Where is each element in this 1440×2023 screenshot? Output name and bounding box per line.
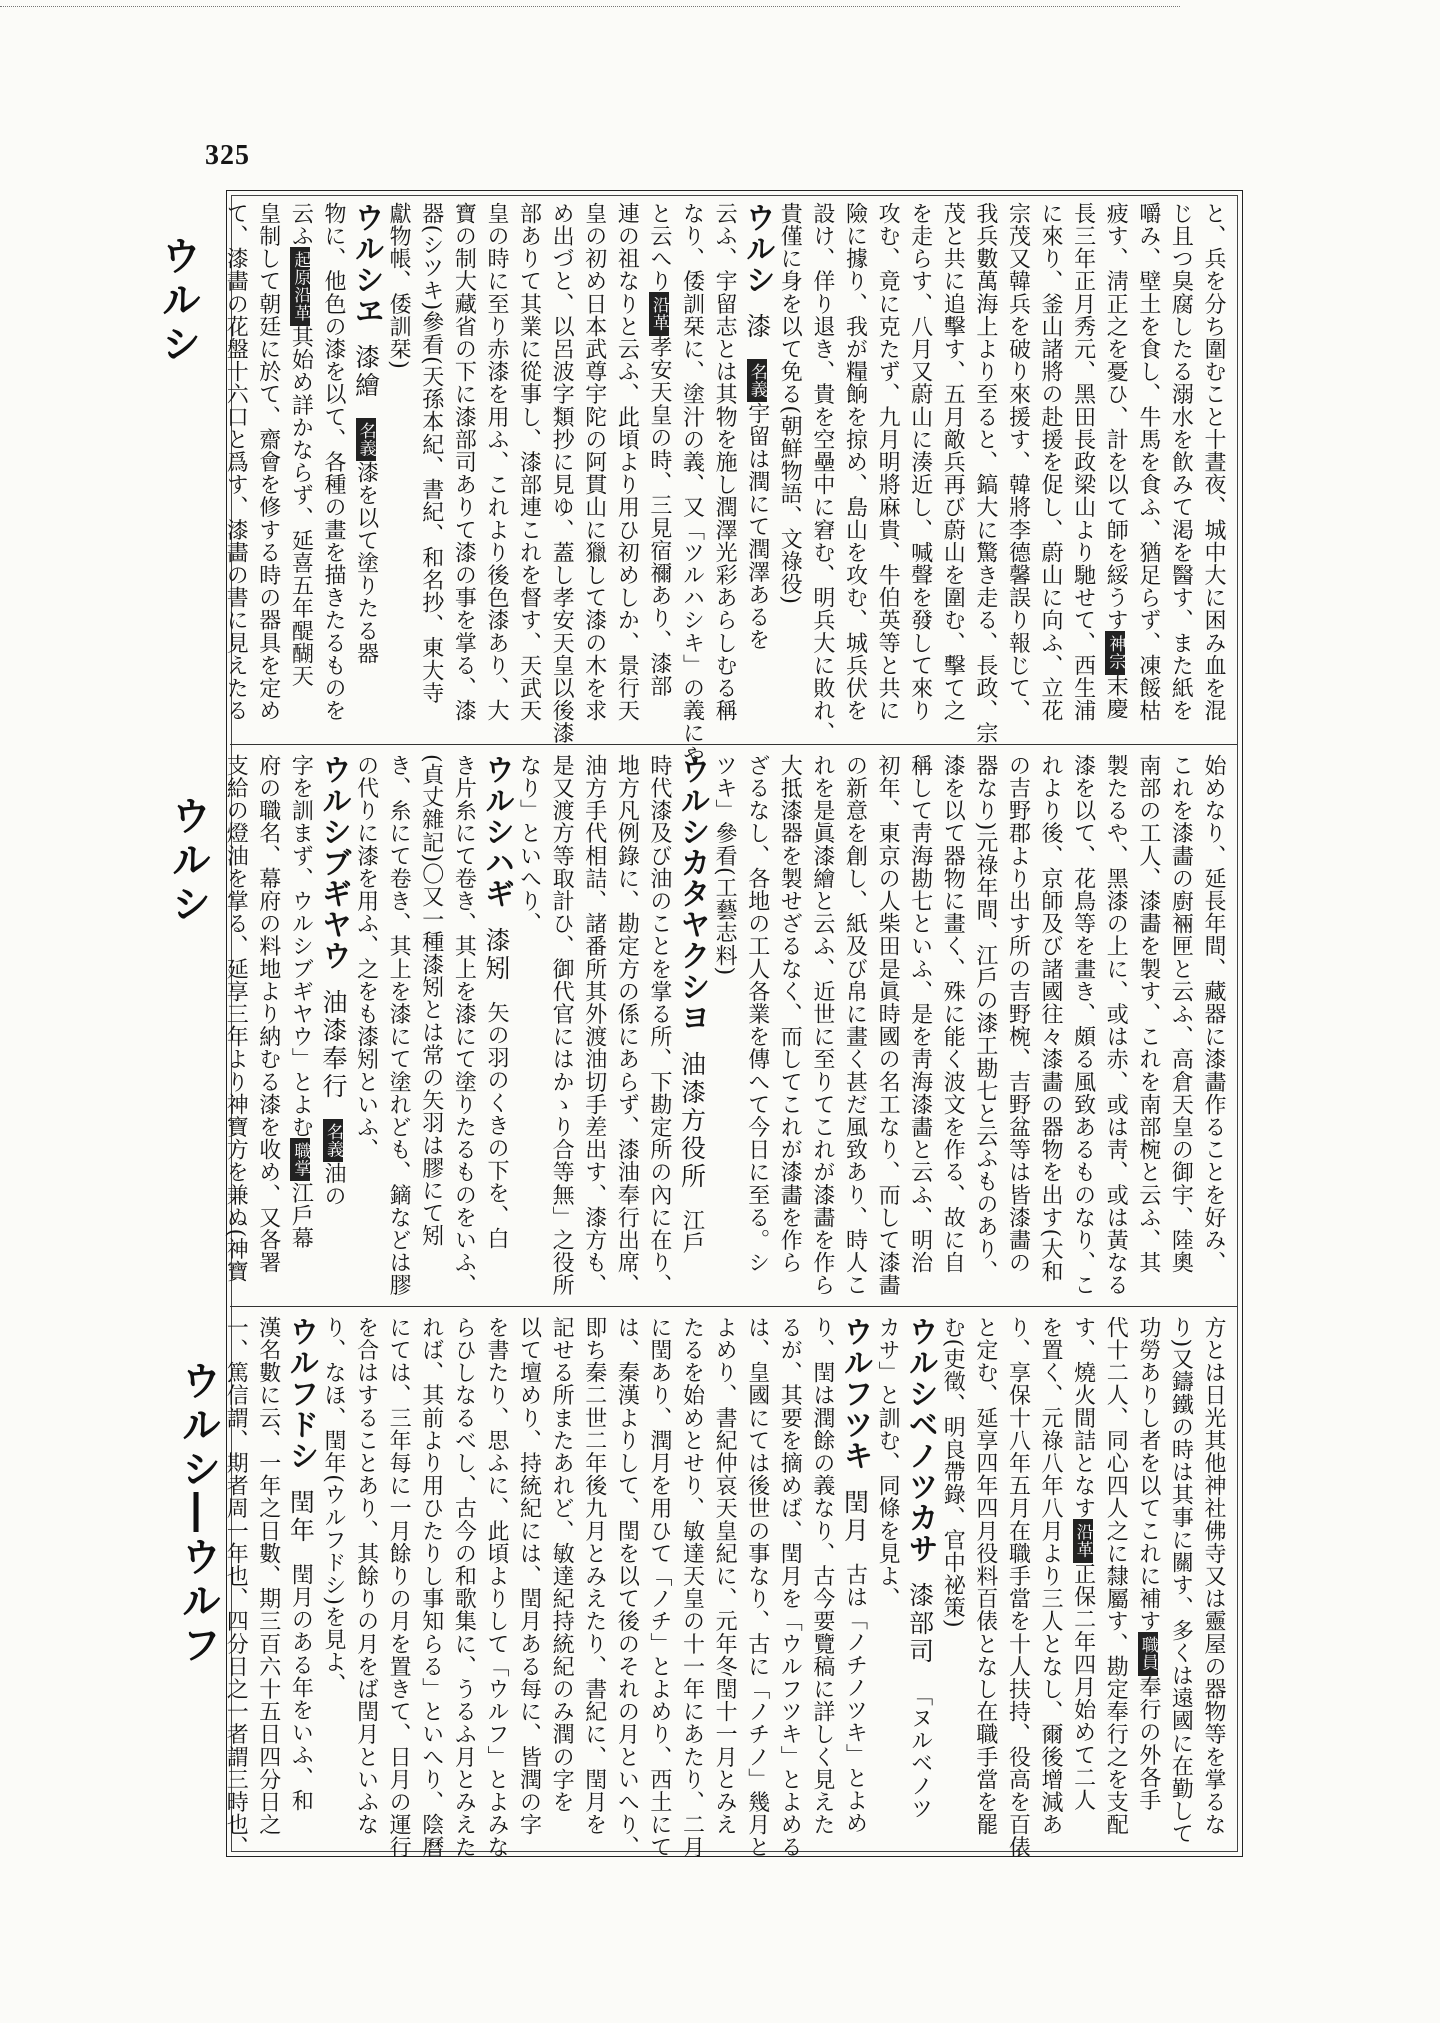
text-run: (貞丈雜記)〇又一種漆矧とは常の矢羽は膠にて矧 [418, 754, 444, 1247]
text-run: を合はすることあり、其餘りの月をば閏月といふな [353, 1316, 379, 1836]
text-run: り、閏は潤餘の義なり、古今要覽稿に詳しく見えた [809, 1316, 835, 1836]
text-run: 末慶 [1103, 674, 1129, 720]
text-column [1099, 196, 1132, 741]
text-run: 漆を以て、花鳥等を畫き、頗る風致あるものなり、こ [1070, 754, 1096, 1297]
text-column [968, 748, 1001, 1303]
text-column [610, 196, 643, 741]
text-run: む(吏徵、明良帶錄、官中祕策) [940, 1316, 966, 1629]
text-run: 江戶幕 [288, 1181, 314, 1250]
text-run: を書たり、思ふに、此頃よりして「ウルフ」とよみな [483, 1316, 509, 1859]
text-run: 「ヌルベノツ [907, 1684, 933, 1820]
text-run: るが、其要を摘めば、閏月を「ウルフツキ」とよめる [777, 1316, 803, 1859]
column-container [223, 196, 1237, 767]
text-run: 矢の羽のくきの下を、白 [483, 1001, 509, 1250]
text-column [545, 1310, 578, 1850]
text-run: 奉行の外各手 [1135, 1675, 1161, 1812]
text-run: 功勞ありし者を以てこれに補す [1135, 1316, 1161, 1633]
text-run: の吉野郡より出す所の吉野椀、吉野盆等は皆漆畵の [1005, 754, 1031, 1274]
text-column [284, 196, 317, 741]
text-column [773, 196, 806, 741]
headword-kanji: 油漆奉行 [318, 989, 348, 1101]
text-column [740, 748, 773, 1303]
text-column [1033, 196, 1066, 741]
text-run: は、皇國にては後世の事なり、古に「ノチノ」幾月と [744, 1316, 770, 1859]
text-column [642, 748, 675, 1303]
text-run: 以て壇めり、持統紀には、閏月ある每に、皆潤の字 [516, 1316, 542, 1836]
headword: ウルフドシ [283, 1316, 319, 1471]
text-column [675, 196, 708, 767]
text-column [1131, 748, 1164, 1303]
text-run: 連の祖なりと云ふ、此頃より用ひ初めしか、景行天 [614, 202, 640, 722]
headword-kanji: 漆矧 [481, 927, 511, 983]
text-run: を置く、元祿八年八月より三人となし、爾後增減あ [1038, 1316, 1064, 1836]
text-run: に來り、釜山諸將の赴援を促し、蔚山に向ふ、立花 [1038, 202, 1064, 722]
headword-kanji: 閏年 [286, 1489, 316, 1545]
text-run: 方とは日光其他神社佛寺又は靈屋の器物等を掌るな [1201, 1316, 1226, 1836]
headword: ウルシブギヤウ [315, 754, 351, 971]
text-column [219, 1310, 252, 1859]
headword-kanji: 油漆方役所 [677, 1051, 707, 1191]
text-column [642, 196, 675, 741]
text-run: は、秦漢よりして、閏を以て後のそれの月といへり、 [614, 1316, 640, 1859]
text-run: 寶の制大藏省の下に漆部司ありて漆の事を掌る、漆 [451, 202, 477, 722]
text-column [316, 1310, 349, 1850]
text-column [1131, 1310, 1164, 1850]
text-run: 始めなり、延長年間、藏器に漆畵作ることを好み、 [1201, 754, 1226, 1274]
text-column [838, 196, 871, 741]
text-column [284, 748, 317, 1303]
text-column [251, 1310, 284, 1850]
text-column [610, 748, 643, 1303]
text-column [512, 196, 545, 741]
text-run: じ且つ臭腐したる溺水を飮みて渇を醫す、また紙を [1168, 202, 1194, 722]
text-column [1196, 748, 1229, 1303]
headword-kanji: 閏月 [840, 1489, 870, 1545]
text-column [316, 748, 349, 1303]
text-band-lower [223, 1310, 1237, 1859]
text-run: 一、篤信謂、期者周一年也、四分日之一者謂三時也、 [223, 1316, 249, 1859]
text-column [1033, 748, 1066, 1303]
text-run: に閏あり、潤月を用ひて「ノチ」とよめり、西土にて [646, 1316, 672, 1859]
text-run: と、兵を分ち圍むこと十晝夜、城中大に困み血を混 [1201, 202, 1226, 722]
text-column [447, 196, 480, 741]
text-column [577, 196, 610, 741]
text-run: 江戶 [679, 1209, 705, 1255]
section-label: 職掌 [290, 1138, 310, 1181]
text-run: れを是眞漆繪と云ふ、近世に至りてこれが漆畵を作ら [809, 754, 835, 1297]
text-run: 是又渡方等取計ひ、御代官にはかゝり合等無」之役所 [549, 754, 575, 1297]
text-run: 皇制して朝廷に於て、齋會を修する時の器具を定め [255, 202, 281, 722]
text-run: 部ありて其業に從事し、漆部連これを督す、天武天 [516, 202, 542, 722]
text-column [708, 196, 741, 741]
text-column [870, 748, 903, 1303]
text-column [838, 748, 871, 1303]
text-column [479, 196, 512, 741]
text-run: 時代漆及び油のことを掌る所、下勘定所の內に在り、 [646, 754, 672, 1297]
text-column [479, 748, 512, 1303]
headword: ウルシヱ [348, 202, 384, 326]
text-run: 嚼み、壁土を食し、牛馬を食ふ、猶足らず、凍餒枯 [1135, 202, 1161, 722]
text-run: 製たるや、黑漆の上に、或は赤、或は靑、或は黃なる [1103, 754, 1129, 1297]
section-label: 名義 [323, 1119, 343, 1162]
section-label: 神宗 [1105, 631, 1125, 674]
text-column [414, 1310, 447, 1859]
text-band-upper [223, 196, 1237, 767]
margin-header-middle: ウルシ [165, 795, 211, 927]
text-run: 器なり)元祿年間、江戶の漆工勘七と云ふものあり、 [972, 754, 998, 1283]
text-run: 其始め詳かならず、延喜五年醍醐天 [288, 325, 314, 688]
headword: ウルシ [739, 202, 775, 295]
text-column [740, 1310, 773, 1859]
text-column [642, 1310, 675, 1859]
text-run: 地方凡例錄に、勘定方の係にあらず、漆油奉行出席、 [614, 754, 640, 1297]
text-column [968, 1310, 1001, 1850]
text-column [838, 1310, 871, 1850]
column-container [223, 1310, 1237, 1859]
text-run: らひしなるべし、古今の和歌集に、うるふ月とみえた [451, 1316, 477, 1859]
text-run: と定む、延享四年四月役料百俵となし在職手當を罷 [972, 1316, 998, 1836]
text-run: 云ふ [288, 202, 314, 248]
text-column [773, 748, 806, 1303]
headword-kanji: 漆部司 [905, 1582, 935, 1666]
text-column [382, 196, 415, 741]
text-run: き片糸にて卷き、其上を漆にて塗りたるものをいふ、 [451, 754, 477, 1297]
text-column [740, 196, 773, 741]
text-run: れば、其前より用ひたりし事知らる」といへり、陰曆 [418, 1316, 444, 1859]
text-column [870, 196, 903, 741]
text-column [479, 1310, 512, 1859]
headword-kanji: 漆 [742, 313, 772, 341]
text-column [903, 748, 936, 1303]
text-column [349, 196, 382, 741]
text-run: の新意を創し、紙及び帛に畫く甚だ風致あり、時人こ [842, 754, 868, 1297]
text-run: 漆を以て器物に畫く、殊に能く波文を作る、故に自 [940, 754, 966, 1274]
text-column [414, 196, 447, 741]
text-run: り、なほ、閏年(ウルフドシ)を見よ、 [320, 1316, 346, 1696]
text-run: なり」といへり、 [516, 754, 542, 935]
headword: ウルシカタヤクシヨ [674, 754, 710, 1033]
margin-header-lower: ウルシ―ウルフ [175, 1360, 221, 1668]
text-column [1001, 1310, 1034, 1859]
text-column [284, 1310, 317, 1850]
text-column [870, 1310, 903, 1850]
text-run: 云ふ、宇留志とは其物を施し潤澤光彩あらしむる稱 [712, 202, 738, 722]
text-column [577, 1310, 610, 1850]
text-run: 即ち秦二世二年後九月とみえたり、書紀に、閏月を [581, 1316, 607, 1836]
page-number: 325 [205, 140, 250, 171]
text-column [1001, 196, 1034, 741]
text-run: 大抵漆器を製せざるなく、而してこれが漆畵を作ら [777, 754, 803, 1274]
text-run: 油の [320, 1162, 346, 1208]
text-run: 古は「ノチノツキ」とよめ [842, 1563, 868, 1835]
text-run: にては、三年每に一月餘りの月を置きて、日月の運行 [386, 1316, 412, 1859]
text-column [1164, 1310, 1197, 1850]
text-run: す、燒火間詰となす [1070, 1316, 1096, 1520]
text-column [219, 196, 252, 741]
text-column [577, 748, 610, 1303]
text-run: これを漆畵の廚裲匣と云ふ、高倉天皇の御宇、陸奧 [1168, 754, 1194, 1274]
text-run: 字を訓まず、ウルシブギヤウ」とよむ [288, 754, 314, 1139]
text-run: 長三年正月秀元、黑田長政梁山より馳せて、西生浦 [1070, 202, 1096, 722]
text-column [382, 748, 415, 1303]
top-rule [0, 6, 1180, 7]
text-run: ツキ」參看(工藝志料) [712, 754, 738, 976]
text-column [708, 1310, 741, 1850]
text-run: 險に據り、我が糧餉を掠め、島山を攻む、城兵伏を [842, 202, 868, 722]
text-column [414, 748, 447, 1303]
text-run: て、漆畵の花盤十六口と爲す、漆畵の書に見えたる [223, 202, 249, 722]
text-column [219, 748, 252, 1303]
text-run: 皇の初め日本武尊宇陀の阿貫山に獵して漆の木を求 [581, 202, 607, 722]
text-column [1066, 196, 1099, 741]
text-run: れより後、京師及び諸國往々漆畵の器物を出す(大和 [1038, 754, 1064, 1283]
section-label: 職員 [1138, 1632, 1158, 1675]
text-run: 油方手代相詰、諸番所其外渡油切手差出す、漆方も、 [581, 754, 607, 1297]
text-column [1099, 1310, 1132, 1850]
headword: ウルフツキ [837, 1316, 873, 1471]
text-column [1099, 748, 1132, 1303]
text-column [251, 748, 284, 1303]
section-label: 沿革 [1073, 1519, 1093, 1562]
text-column [805, 1310, 838, 1850]
headword: ウルシハギ [478, 754, 514, 909]
text-run: と云へり [646, 202, 672, 293]
text-run: カサ」と訓む、同條を見よ、 [875, 1316, 901, 1610]
text-run: 設け、佯り退き、貴を空壘中に窘む、明兵大に敗れ、 [809, 202, 835, 745]
text-column [805, 748, 838, 1303]
text-run: 漆を以て塗りたる器 [353, 461, 379, 665]
text-column [545, 196, 578, 745]
text-run: 貴僅に身を以て免る(朝鮮物語、文祿役) [777, 202, 803, 605]
text-run: 攻む、竟に克たず、九月明將麻貴、牛伯英等と共に [875, 202, 901, 722]
text-column [773, 1310, 806, 1859]
text-column [903, 1310, 936, 1850]
text-run: 漢名數に云、一年之日數、期三百六十五日四分日之 [255, 1316, 281, 1836]
text-run: 南部の工人、漆畵を製す、これを南部椀と云ふ、其 [1135, 754, 1161, 1274]
band-separator [230, 1306, 1237, 1307]
text-column [1164, 196, 1197, 741]
text-run: 正保二年四月始めて二人 [1070, 1562, 1096, 1812]
text-column [1131, 196, 1164, 741]
text-column [675, 748, 708, 1303]
text-column [251, 196, 284, 741]
text-run: よめり、書紀仲哀天皇紀に、元年冬閏十一月とみえ [712, 1316, 738, 1836]
text-run: を走らす、八月又蔚山に湊近し、喊聲を發して來り [907, 202, 933, 722]
text-run: 我兵數萬海上より至ると、鎬大に驚き走る、長政、宗 [972, 202, 998, 745]
text-column [936, 748, 969, 1303]
text-band-middle [223, 748, 1237, 1303]
section-label: 名義 [747, 359, 767, 402]
text-run: め出づと、以呂波字類抄に見ゆ、蓋し孝安天皇以後漆 [549, 202, 575, 745]
text-column [936, 196, 969, 741]
text-column [512, 1310, 545, 1850]
text-run: 孝安天皇の時、三見宿禰あり、漆部 [646, 335, 672, 698]
text-run: 閏月のある年をいふ、和 [288, 1563, 314, 1812]
text-column [1033, 1310, 1066, 1850]
text-column [1066, 748, 1099, 1303]
text-column [447, 1310, 480, 1859]
text-column [1196, 196, 1229, 741]
section-label: 起原沿革 [290, 247, 310, 325]
text-column [903, 196, 936, 741]
text-column [805, 196, 838, 745]
text-run: 皇の時に至り赤漆を用ふ、これより後色漆あり、大 [483, 202, 509, 722]
band-separator [230, 744, 1237, 745]
text-run: 宇留は潤にて潤澤あるを [744, 402, 770, 651]
text-run: なり、倭訓栞に、塗汁の義、又「ツルハシキ」の義にや [679, 202, 705, 767]
section-label: 名義 [356, 418, 376, 461]
text-run: 稱して靑海勘七といふ、是を靑海漆畵と云ふ、明治 [907, 754, 933, 1274]
text-column [545, 748, 578, 1303]
text-run: ざるなし、各地の工人各業を傳へて今日に至る。シ [744, 754, 770, 1274]
text-run: 初年、東京の人柴田是眞時國の名工なり、而して漆畵 [875, 754, 901, 1297]
text-column [1164, 748, 1197, 1303]
text-run: り、享保十八年五月在職手當を十人扶持、役高を百俵 [1005, 1316, 1031, 1859]
text-column [349, 1310, 382, 1850]
text-run: 疲す、淸正之を憂ひ、計を以て師を綏うす [1103, 202, 1129, 632]
text-column [349, 748, 382, 1303]
text-column [512, 748, 545, 1303]
text-run: 記せる所またあれど、敏達紀持統紀のみ潤の字を [549, 1316, 575, 1814]
text-run: 府の職名、幕府の料地より納むる漆を收め、又各署 [255, 754, 281, 1274]
text-column [447, 748, 480, 1303]
text-column [382, 1310, 415, 1859]
text-run: 物に、他色の漆を以て、各種の畫を描きたるものを [320, 202, 346, 722]
text-run: 茂と共に追擊す、五月敵兵再び蔚山を圍む、擊て之 [940, 202, 966, 722]
headword: ウルシベノツカサ [902, 1316, 938, 1564]
headword-kanji: 漆繪 [351, 344, 381, 400]
text-column [708, 748, 741, 1303]
text-column [936, 1310, 969, 1850]
text-column [968, 196, 1001, 745]
text-run: き、糸にて卷き、其上を漆にて塗れども、鏑などは膠 [386, 754, 412, 1297]
text-run: たるを始めとせり、敏達天皇の十一年にあたり、二月 [679, 1316, 705, 1859]
text-column [610, 1310, 643, 1859]
text-run: り)又鑄鐵の時は其事に關す、多くは遠國に在勤して [1168, 1316, 1194, 1845]
text-run: 獻物帳、倭訓栞) [386, 202, 412, 370]
text-run: 宗茂又韓兵を破り來援す、韓將李德馨誤り報じて、 [1005, 202, 1031, 722]
text-run: の代りに漆を用ふ、之をも漆矧といふ、 [353, 754, 379, 1161]
section-label: 沿革 [649, 292, 669, 335]
text-column [1066, 1310, 1099, 1850]
text-column [675, 1310, 708, 1859]
margin-header-upper: ウルシ [155, 235, 201, 367]
column-container [223, 748, 1237, 1303]
text-column [316, 196, 349, 741]
text-run: 代十二人、同心四人之に隸屬す、勘定奉行之を支配 [1103, 1316, 1129, 1836]
text-run: 器(シツキ)參看(天孫本紀、書紀、和名抄、東大寺 [418, 202, 444, 705]
text-column [1001, 748, 1034, 1303]
text-run: 支給の燈油を掌る、延享三年より神寶方を兼ぬ(神寶 [223, 754, 249, 1283]
text-column [1196, 1310, 1229, 1850]
